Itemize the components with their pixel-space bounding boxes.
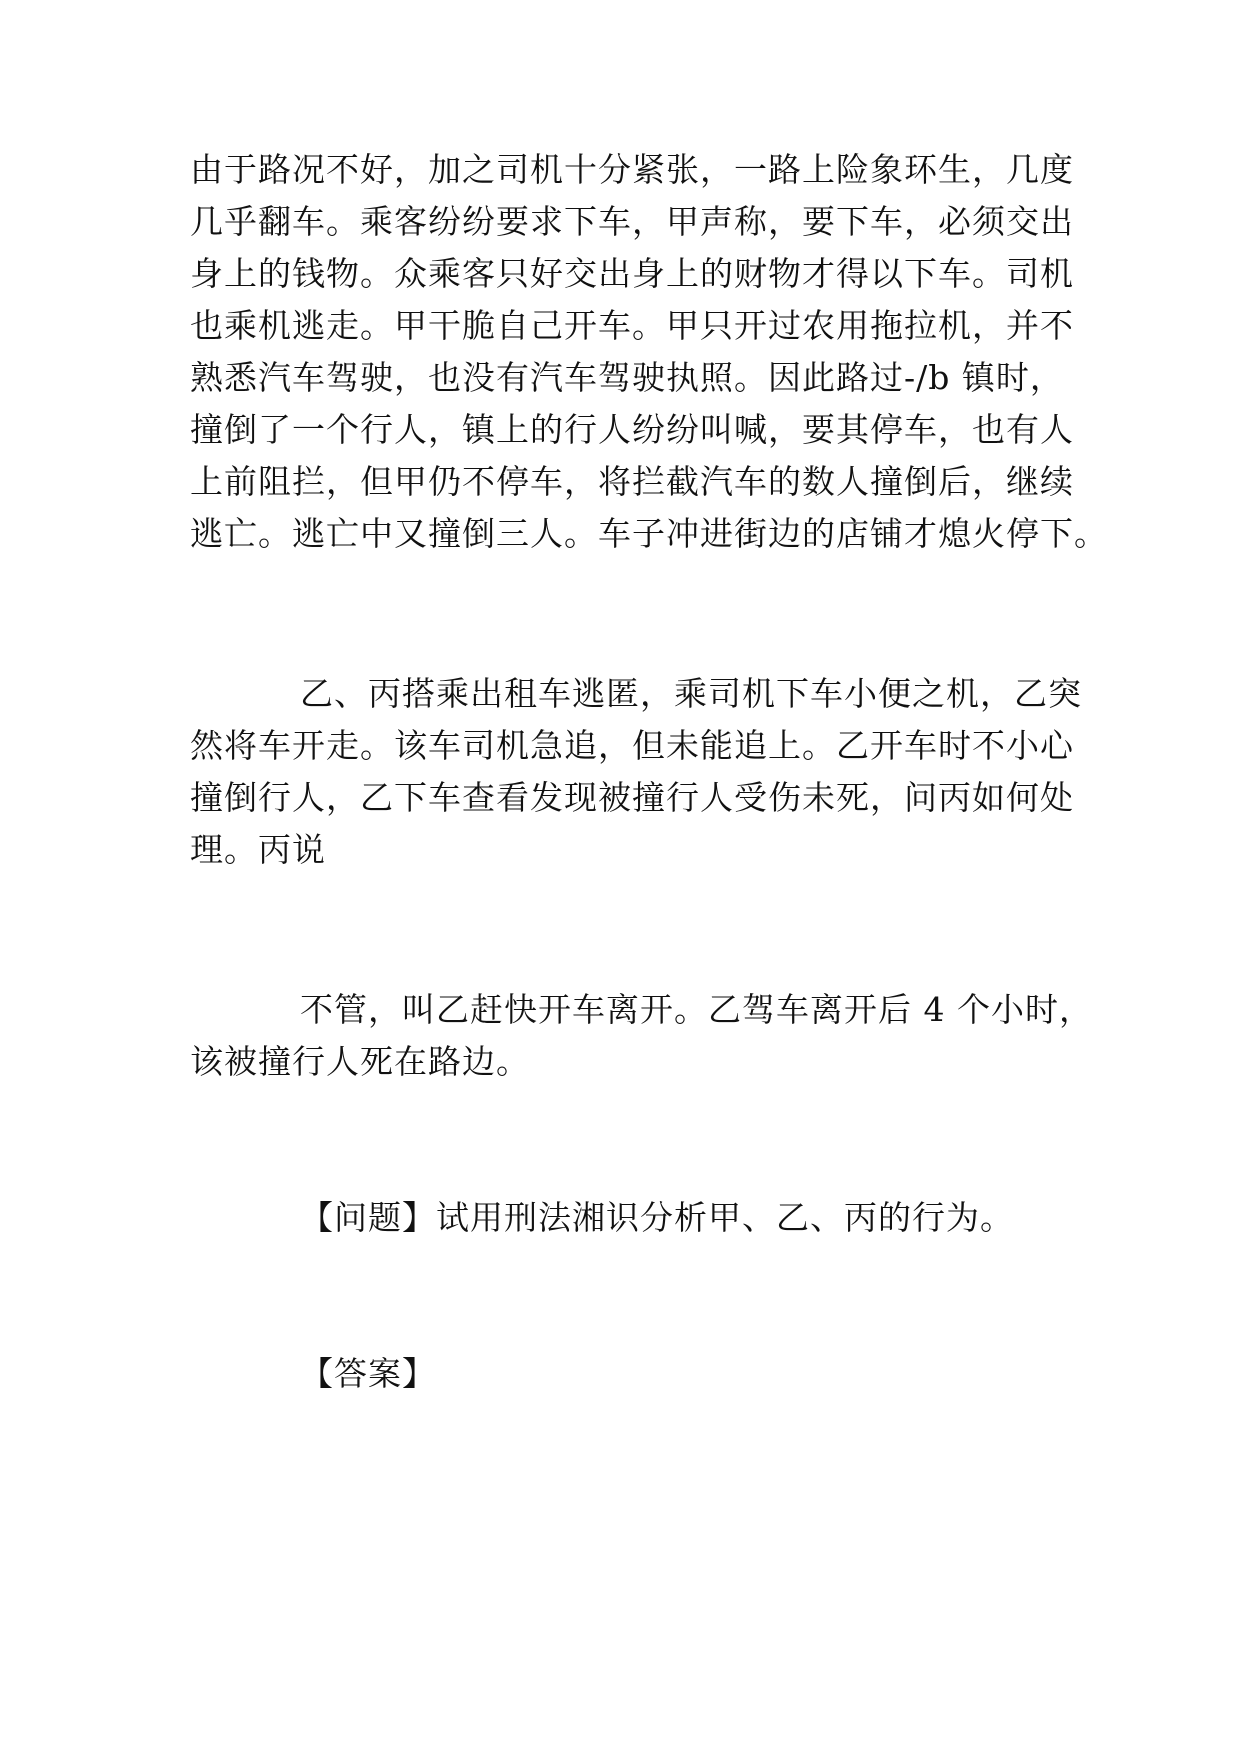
text-line: 由于路况不好，加之司机十分紧张，一路上险象环生，几度 xyxy=(190,150,1074,189)
text-line: 理。丙说 xyxy=(190,830,326,869)
answer-heading: 【答案】 xyxy=(300,1354,436,1393)
text-line: 也乘机逃走。甲干脆自己开车。甲只开过农用拖拉机，并不 xyxy=(190,306,1074,345)
text-line: 身上的钱物。众乘客只好交出身上的财物才得以下车。司机 xyxy=(190,254,1074,293)
text-line: 撞倒行人，乙下车查看发现被撞行人受伤未死，问丙如何处 xyxy=(190,778,1074,817)
text-line: 不管，叫乙赶快开车离开。乙驾车离开后 4 个小时， xyxy=(300,990,1093,1029)
question-line: 【问题】试用刑法湘识分析甲、乙、丙的行为。 xyxy=(300,1198,1014,1237)
text-line: 逃亡。逃亡中又撞倒三人。车子冲进街边的店铺才熄火停下。 xyxy=(190,514,1108,553)
text-line: 上前阻拦，但甲仍不停车，将拦截汽车的数人撞倒后，继续 xyxy=(190,462,1074,501)
text-line: 撞倒了一个行人，镇上的行人纷纷叫喊，要其停车，也有人 xyxy=(190,410,1074,449)
text-line: 然将车开走。该车司机急追，但未能追上。乙开车时不小心 xyxy=(190,726,1074,765)
text-line: 熟悉汽车驾驶，也没有汽车驾驶执照。因此路过-/b 镇时， xyxy=(190,358,1064,397)
text-line: 该被撞行人死在路边。 xyxy=(190,1042,530,1081)
text-line: 乙、丙搭乘出租车逃匿，乘司机下车小便之机，乙突 xyxy=(300,674,1082,713)
text-line: 几乎翻车。乘客纷纷要求下车，甲声称，要下车，必须交出 xyxy=(190,202,1074,241)
